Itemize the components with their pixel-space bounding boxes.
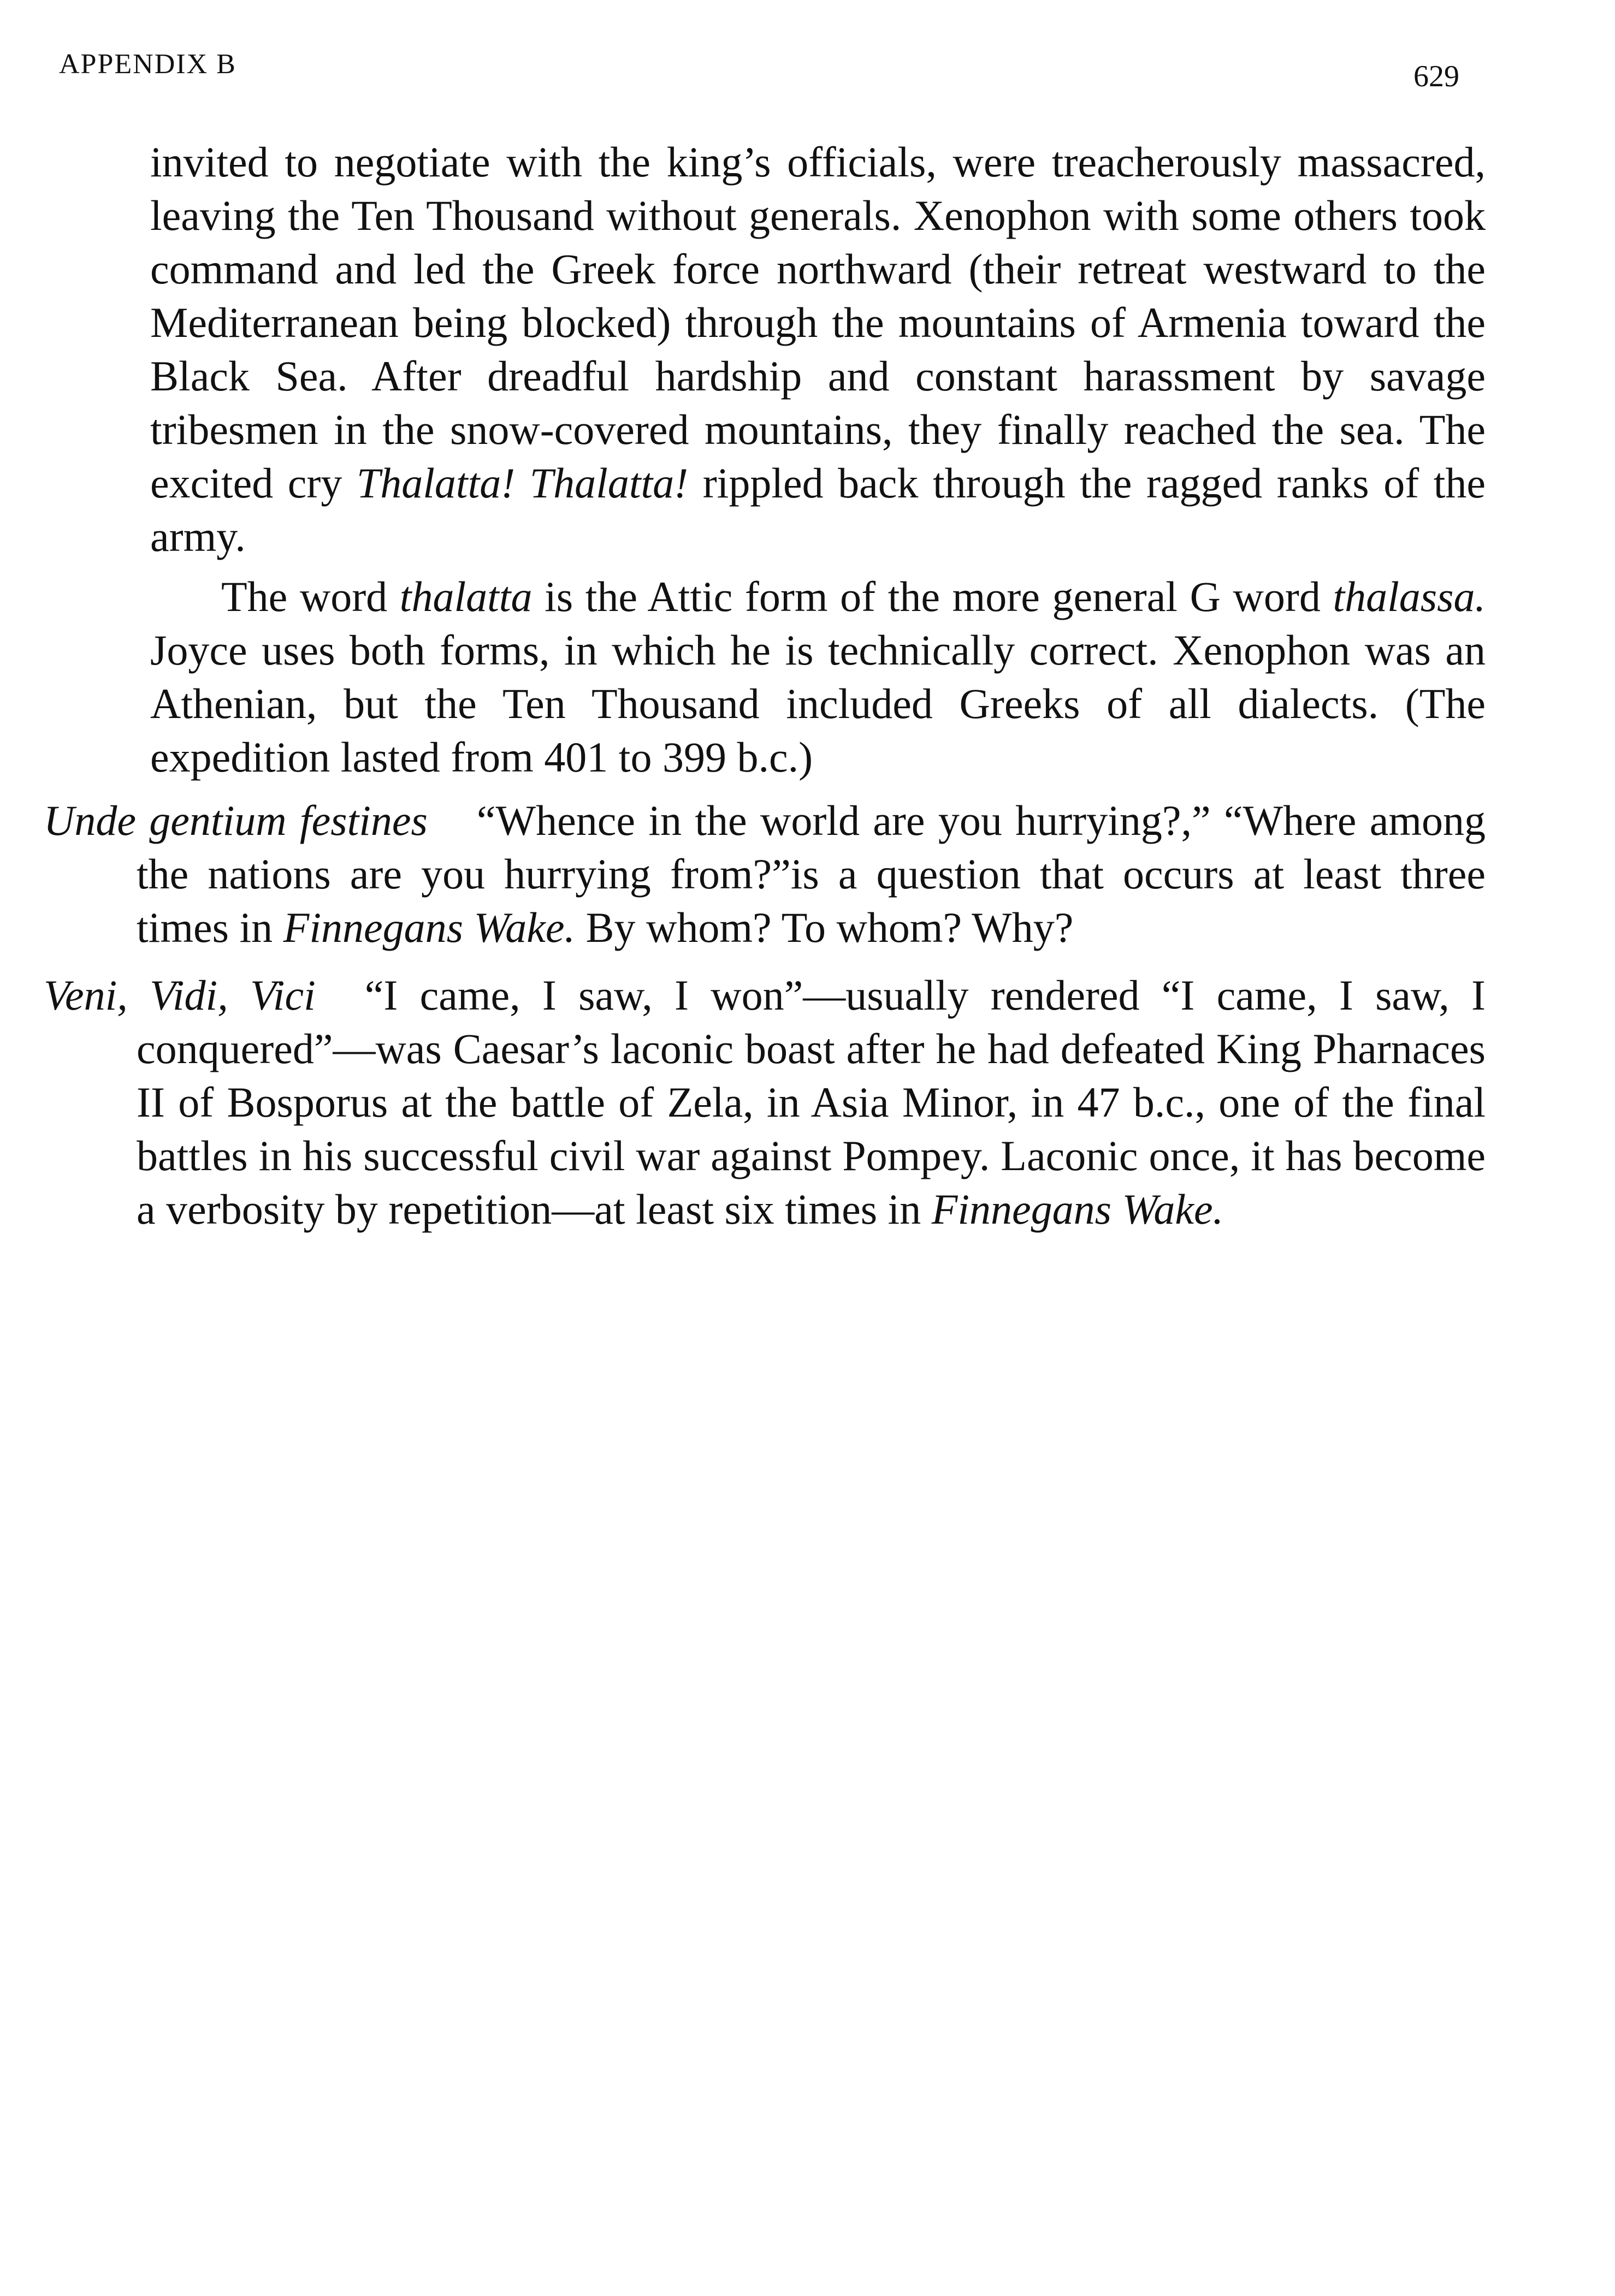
italic-word-thalatta: thalatta bbox=[399, 573, 533, 620]
italic-title-finnegans-wake: Finnegans Wake. bbox=[931, 1185, 1224, 1233]
entry-term: Unde gentium festines bbox=[44, 797, 428, 844]
entry-text-end: By whom? To whom? Why? bbox=[575, 904, 1074, 951]
entry-text: “I came, I saw, I won”—usually rendered “I came, I saw, I conquered”—was Caesar’s laconic boast after he had defeated King Pharnaces II of Bosporus at the battle of Zela, in Asia Minor, in 47 b.c., one of the final battles in his successful civil war against Pompey. Laconic once, it has become a verbosity by repetition—at least six times in bbox=[137, 971, 1486, 1233]
italic-word-thalassa: thalassa. bbox=[1333, 573, 1486, 620]
paragraph-text-end: rippled back through the ragged ranks of the army. bbox=[150, 459, 1486, 560]
running-head: APPENDIX B bbox=[59, 49, 236, 80]
paragraph-text: invited to negotiate with the king’s officials, were treacherously massacred, leaving the Ten Thousand without generals. Xenophon with some others took command and led the Greek force northward (their retreat westward to the Mediterranean being blocked) through the mountains of Armenia toward the Black Sea. After dreadful hardship and constant harassment by savage tribesmen in the snow-covered mountains, they finally reached the sea. The excited cry bbox=[150, 138, 1486, 507]
glossary-entry-unde-gentium bbox=[44, 794, 1486, 954]
paragraph-xenophon-retreat bbox=[44, 135, 1486, 563]
page-number: 629 bbox=[1413, 60, 1459, 93]
italic-phrase-thalatta: Thalatta! Thalatta! bbox=[356, 459, 689, 507]
entry-text: “Whence in the world are you hurrying?,” “Where among the nations are you hurrying from?”is a question that occurs at least three times in bbox=[137, 797, 1486, 951]
paragraph-thalatta-note bbox=[44, 570, 1486, 784]
paragraph-text: Joyce uses both forms, in which he is technically correct. Xenophon was an Athenian, but the Ten Thousand included Greeks of all dialects. (The expedition lasted from 401 to 399 b.c.) bbox=[150, 626, 1486, 781]
italic-title-finnegans-wake: Finnegans Wake. bbox=[283, 904, 576, 951]
body-text bbox=[44, 135, 1486, 1236]
paragraph-text: is the Attic form of the more general G word bbox=[532, 573, 1333, 620]
glossary-entry-veni-vidi-vici bbox=[44, 969, 1486, 1236]
paragraph-text: The word bbox=[221, 573, 400, 620]
entry-term: Veni, Vidi, Vici bbox=[44, 971, 316, 1019]
